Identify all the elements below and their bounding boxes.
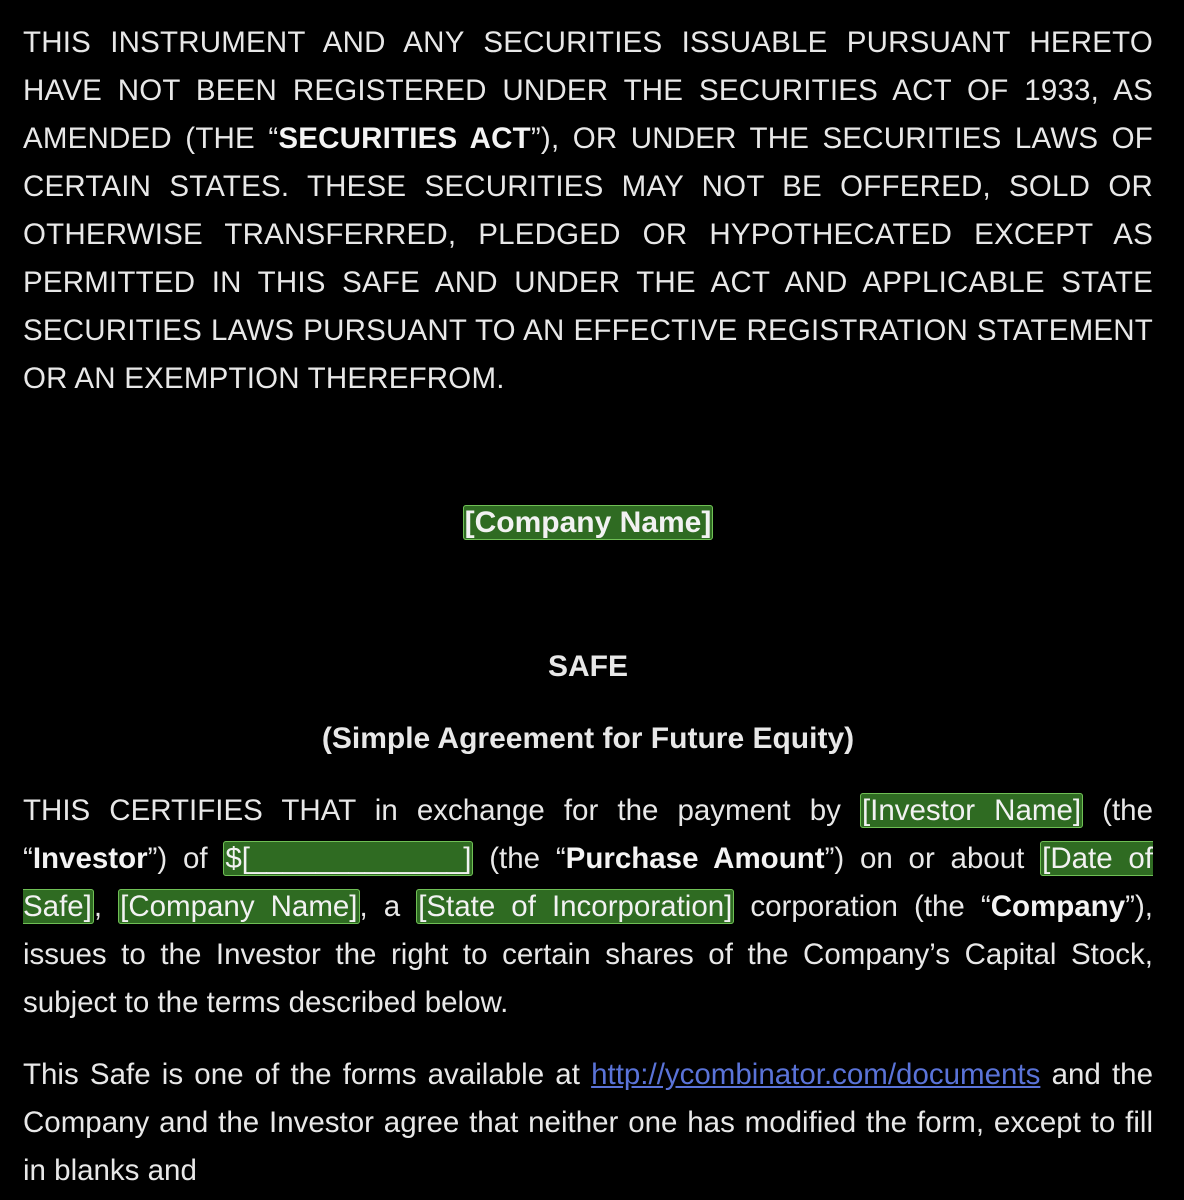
certifies-text-2: (the “ bbox=[23, 794, 1153, 875]
certifies-text-1: THIS CERTIFIES THAT in exchange for the payment by bbox=[23, 794, 860, 827]
legend-text-1: THIS INSTRUMENT AND ANY SECURITIES ISSUABLE PURSUANT HERETO HAVE NOT BEEN REGISTERED UNDER THE SECURITIES ACT OF 1933, AS AMENDED (THE “ bbox=[23, 26, 1153, 155]
certifies-text-4: (the “ bbox=[473, 842, 566, 875]
securities-legend bbox=[23, 19, 1153, 403]
purchase-amount-term: Purchase Amount bbox=[565, 842, 825, 875]
forms-text-1: This Safe is one of the forms available at bbox=[23, 1058, 592, 1091]
investor-term: Investor bbox=[32, 842, 148, 875]
forms-paragraph bbox=[23, 1051, 1153, 1195]
certifies-text-6: , bbox=[93, 890, 119, 923]
company-heading bbox=[23, 499, 1153, 547]
certifies-paragraph bbox=[23, 787, 1153, 1027]
certifies-text-9: ”), issues to the Investor the right to certain shares of the Company’s Capital Stock, subject to the terms described below. bbox=[23, 890, 1153, 1019]
forms-text-2: and the Company and the Investor agree that neither one has modified the form, except to fill in blanks and bbox=[23, 1058, 1153, 1187]
legend-text-2: ”), OR UNDER THE SECURITIES LAWS OF CERTAIN STATES. THESE SECURITIES MAY NOT BE OFFERED, SOLD OR OTHERWISE TRANSFERRED, PLEDGED OR HYPOTHECATED EXCEPT AS PERMITTED IN THIS SAFE AND UNDER THE ACT AND APPLICABLE STATE SECURITIES LAWS PURSUANT TO AN EFFECTIVE REGISTRATION STATEMENT OR AN EXEMPTION THEREFROM. bbox=[23, 122, 1153, 395]
company-term: Company bbox=[990, 890, 1126, 923]
date-of-safe-field[interactable]: [Date of Safe] bbox=[23, 842, 1153, 923]
certifies-text-7: , a bbox=[359, 890, 417, 923]
ycombinator-documents-link[interactable]: http://ycombinator.com/documents bbox=[591, 1058, 1041, 1091]
certifies-text-3: ”) of bbox=[147, 842, 224, 875]
securities-act-term: SECURITIES ACT bbox=[278, 122, 531, 155]
state-of-incorporation-field[interactable]: [State of Incorporation] bbox=[418, 890, 733, 923]
certifies-text-5: ”) on or about bbox=[824, 842, 1041, 875]
company-name-inline-field[interactable]: [Company Name] bbox=[120, 890, 358, 923]
investor-name-field[interactable]: [Investor Name] bbox=[861, 794, 1082, 827]
certifies-text-8: corporation (the “ bbox=[734, 890, 991, 923]
purchase-amount-field[interactable]: $[_____________] bbox=[225, 842, 472, 875]
company-name-field[interactable]: [Company Name] bbox=[464, 506, 712, 539]
document-title: SAFE bbox=[547, 650, 628, 683]
document-subtitle: (Simple Agreement for Future Equity) bbox=[321, 722, 855, 755]
